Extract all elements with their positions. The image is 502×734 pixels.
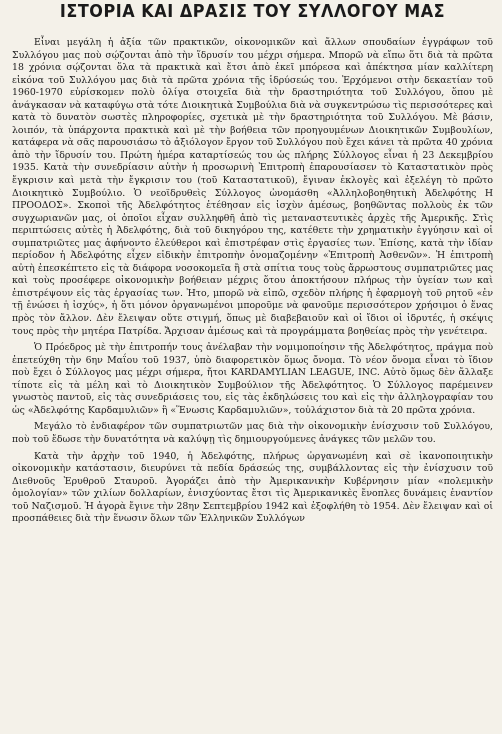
paragraph-4: Κατὰ τὴν ἀρχὴν τοῦ 1940, ἡ Ἀδελφότης, πλήρως ὠργανωμένη καὶ σὲ ἱκανοποιητικὴν οἰκονομικὴν κατάστασιν, διευρύνει τὰ πεδία δράσεώς της, συμβάλλοντας εἰς τὴν ἐνίσχυσιν τοῦ Διεθνοῦς Ἐρυθροῦ Σταυροῦ. Ἀγοράζει ἀπὸ τὴν Ἀμερικανικὴν Κυβέρνησιν μίαν «πολεμικὴν ὁμολογίαν» τῶν χιλίων δολλαρίων, ἐνισχύοντας ἔτσι τὶς Ἀμερικανικὲς ἔνοπλες δυνάμεις ἐναντίον τοῦ Ναζισμοῦ. Ἡ ἀγορὰ ἔγινε τὴν 28ην Σεπτεμβρίου 1942 καὶ ἐξοφλήθη τὸ 1954. Δὲν ἔλειψαν καὶ οἱ προσπάθειες διὰ τὴν ἕνωσιν ὅλων τῶν Ἑλληνικῶν Συλλόγων bbox=[12, 450, 493, 525]
article-body bbox=[12, 37, 493, 526]
paragraph-2: Ὁ Πρόεδρος μὲ τὴν ἐπιτροπήν τους ἀνέλαβαν τὴν νομιμοποίησιν τῆς Ἀδελφότητος, πράγμα ποὺ ἐπετεύχθη τὴν 6ην Μαΐου τοῦ 1937, ὑπὸ διαφορετικὸν ὅμως ὄνομα. Τὸ νέον ὄνομα εἶναι τὸ ἴδιον ποὺ ἔχει ὁ Σύλλογος μας μέχρι σήμερα, ἤτοι KARDAMYLIAN LEAGUE, INC. Αὐτὸ ὅμως δὲν ἄλλαξε τίποτε εἰς τὰ μέλη καὶ τὸ Διοικητικὸν Συμβούλιον τῆς Ἀδελφότητος. Ὁ Σύλλογος παρέμεινεν γνωστὸς παντοῦ, εἰς τὰς συνεδριάσεις του, εἰς τὰς ἐκδηλώσεις του καὶ εἰς τὴν ἀλληλογραφίαν του ὡς «Ἀδελφότης Καρδαμυλιῶν» ἢ «Ἕνωσις Καρδαμυλιῶν», τοὐλάχιστον διὰ τὰ 20 πρῶτα χρόνια. bbox=[12, 342, 493, 416]
article-title: ΙΣΤΟΡΙΑ ΚΑΙ ΔΡΑΣΙΣ ΤΟΥ ΣΥΛΛΟΓΟΥ ΜΑΣ bbox=[59, 2, 446, 22]
paragraph-3: Μεγάλο τὸ ἐνδιαφέρον τῶν συμπατριωτῶν μας διὰ τὴν οἰκονομικὴν ἐνίσχυσιν τοῦ Συλλόγου, ποὺ τοῦ ἔδωσε τὴν δυνατότητα νὰ καλύψῃ τὶς δημιουργούμενες ἀνάγκες τῶν μελῶν του. bbox=[12, 421, 493, 445]
paragraph-1: Εἶναι μεγάλη ἡ ἀξία τῶν πρακτικῶν, οἰκονομικῶν καὶ ἄλλων σπουδαίων ἐγγράφων τοῦ Συλλόγου μας ποὺ σῴζονται ἀπὸ τὴν ἵδρυσίν του μέχρι σήμερα. Μπορῶ νὰ εἴπω ὅτι διὰ τὰ πρῶτα 18 χρόνια σῴζονται ὅλα τὰ πρακτικὰ καὶ ἔτσι ἀπὸ ἐκεῖ μπόρεσα καὶ ἀπέκτησα μίαν καλλίτερη εἰκόνα τοῦ Συλλόγου μας διὰ τὰ πρῶτα χρόνια τῆς ἱδρύσεώς του. Ἐρχόμενοι στὴν δεκαετίαν τοῦ 1960-1970 εὑρίσκομεν πολὺ ὀλίγα στοιχεῖα διὰ τὴν δραστηριότητα τοῦ Συλλόγου, ὅπου μὲ ἀνάγκασαν νὰ καταφύγω στὰ τότε Διοικητικὰ Συμβούλια διὰ νὰ συγκεντρώσω τὶς περισσότερες καὶ κατὰ τὸ δυνατὸν σωστὲς πληροφορίες, σχετικὰ μὲ τὴν δραστηριότητα τοῦ Συλλόγου. Μὲ βάσιν, λοιπόν, τὰ ὑπάρχοντα πρακτικὰ καὶ μὲ τὴν βοήθεια τῶν προηγουμένων Διοικητικῶν Συμβουλίων, κατάφερα νὰ σᾶς παρουσιάσω τὸ ἀξιόλογον ἔργον τοῦ Συλλόγου ποὺ ἔχει κάνει τὰ πρῶτα 40 χρόνια ἀπὸ τὴν ἵδρυσίν του. Πρώτη ἡμέρα καταρτίσεώς του ὡς πλήρης Σύλλογος εἶναι ἡ 23 Δεκεμβρίου 1935. Κατὰ τὴν συνεδρίασιν αὐτὴν ἡ προσωρινὴ Ἐπιτροπὴ ἐπαρουσίασεν τὸ Καταστατικὸν πρὸς ἔγκρισιν καὶ μετὰ τὴν ἔγκρισιν του (τοῦ Καταστατικοῦ), ἔγιναν ἐκλογὲς καὶ ἐξελέγη τὸ πρῶτο Διοικητικὸ Συμβούλιο. Ὁ νεοϊδρυθεὶς Σύλλογος ὠνομάσθη «Ἀλληλοβοηθητικὴ Ἀδελφότης Η ΠΡΟΟΔΟΣ». Σκοποὶ τῆς Ἀδελφότητος ἐτέθησαν εἰς ἰσχὺν ἀμέσως, βοηθῶντας πολλοὺς ἐκ τῶν συγχωριανῶν μας, οἱ ὁποῖοι εἶχαν συλληφθῆ ἀπὸ τὶς μεταναστευτικὲς ἀρχὲς τῆς Ἀμερικῆς. Στὶς περιπτώσεις αὐτὲς ἡ Ἀδελφότης, διὰ τοῦ δικηγόρου της, κατέθετε τὴν χρηματικὴν ἐγγύησιν καὶ οἱ συμπατριῶτες μας ἀφήνοντο ἐλεύθεροι καὶ ἐπιστρέφαν στὶς ἐργασίες των. Ἐπίσης, κατὰ τὴν ἰδίαν περίοδον ἡ Ἀδελφότης εἶχεν εἰδικὴν ἐπιτροπὴν ὀνομαζομένην «Ἐπιτροπὴ Ἀσθενῶν». Ἡ ἐπιτροπὴ αὐτὴ ἐπεσκέπτετο εἰς τὰ διάφορα νοσοκομεῖα ἢ στὰ σπίτια τους τοὺς ἄρρωστους συμπατριῶτες μας καὶ τοὺς προσέφερε οἰκονομικὴν βοήθειαν μέχρις ὅτου ἀποκτήσουν πλήρως τὴν ὑγείαν των καὶ ἐπιστρέψουν εἰς τὰς ἐργασίας των. Ἠτο, μπορῶ νὰ εἰπῶ, σχεδὸν πλήρης ἡ ἐφαρμογὴ τοῦ ρητοῦ «ἐν τῇ ἑνώσει ἡ ἰσχύς», ἡ ὅτι μόνον ὀργανωμένοι μποροῦμε νὰ φανοῦμε περισσότερον χρήσιμοι ὁ ἕνας πρὸς τὸν ἄλλον. Δὲν ἔλειψαν οὔτε στιγμή, ὅπως μὲ διαβεβαιοῦν καὶ οἱ ἴδιοι οἱ ἱδρυτές, ἡ σκέψις τους πρὸς τὴν μητέρα Πατρίδα. Ἄρχισαν ἀμέσως καὶ τὰ προγράμματα βοηθείας πρὸς τὴν γενέτειρα. bbox=[12, 37, 493, 337]
